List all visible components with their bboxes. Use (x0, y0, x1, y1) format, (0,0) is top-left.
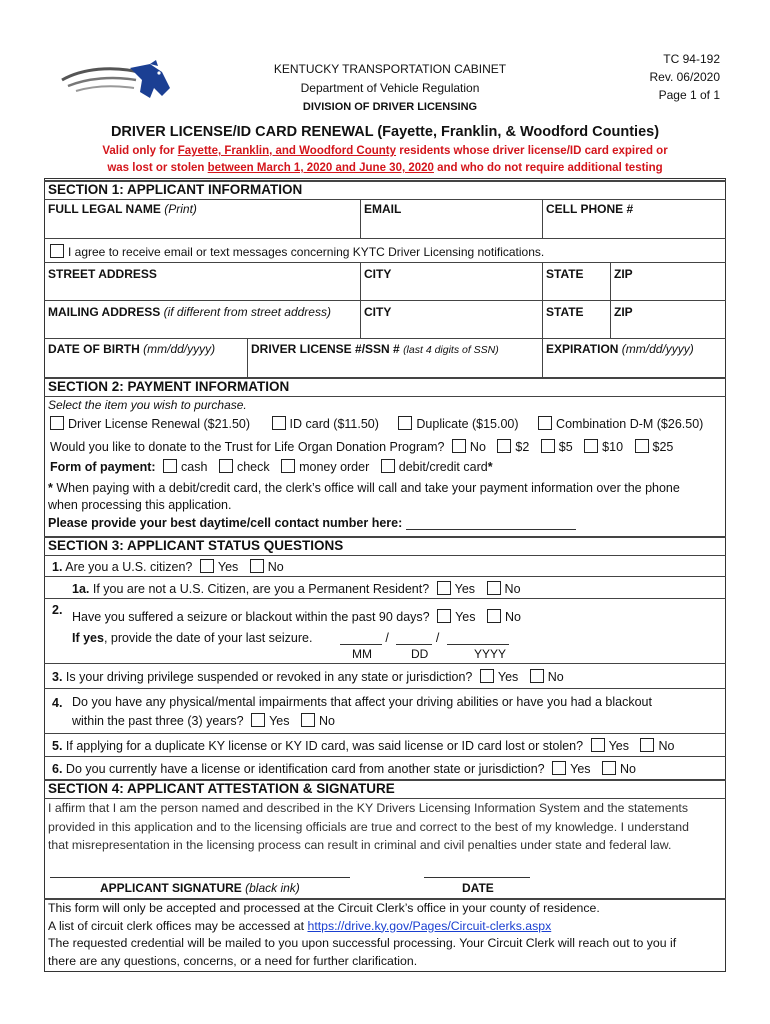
option-combination[interactable]: Combination D-M ($26.50) (538, 417, 703, 431)
email-label: EMAIL (364, 202, 402, 216)
q2-date-row: If yes, provide the date of your last seizure. / / (72, 631, 509, 645)
payment-form-row: Form of payment: cash check money order debit/credit card* (50, 460, 493, 474)
pay-check-checkbox[interactable] (219, 459, 233, 473)
q2-yes-checkbox[interactable] (437, 609, 451, 623)
consent-row: I agree to receive email or text messages concerning KYTC Driver Licensing notifications. (50, 244, 544, 259)
seizure-month-field[interactable] (340, 644, 382, 645)
cell-phone-label: CELL PHONE # (546, 202, 634, 216)
q1-no-checkbox[interactable] (250, 559, 264, 573)
street-address-label: STREET ADDRESS (48, 267, 157, 281)
mailing-state-label: STATE (546, 305, 584, 319)
q3-yes-checkbox[interactable] (480, 669, 494, 683)
q2-row: Have you suffered a seizure or blackout within the past 90 days? Yes No (72, 610, 521, 624)
revision-date: Rev. 06/2020 (649, 70, 720, 84)
division-name: DIVISION OF DRIVER LICENSING (302, 101, 478, 113)
zip-label: ZIP (614, 267, 633, 281)
date-line[interactable] (424, 877, 530, 878)
dob-label: DATE OF BIRTH (mm/dd/yyyy) (48, 342, 216, 356)
q1-row: 1. Are you a U.S. citizen? Yes No (52, 560, 284, 574)
q4-text-a: Do you have any physical/mental impairments that affect your driving abilities or have you had a blackout (72, 695, 652, 709)
department-name: Department of Vehicle Regulation (300, 81, 480, 95)
kytc-logo (58, 58, 176, 104)
pay-card-checkbox[interactable] (381, 459, 395, 473)
q4-no-checkbox[interactable] (301, 713, 315, 727)
card-note: * When paying with a debit/credit card, the clerk’s office will call and take your payment information over the phone when processing this application. (48, 481, 680, 512)
seizure-year-field[interactable] (447, 644, 509, 645)
q6-yes-checkbox[interactable] (552, 761, 566, 775)
contact-number-field[interactable] (406, 529, 576, 530)
q1a-no-checkbox[interactable] (487, 581, 501, 595)
select-instruction: Select the item you wish to purchase. (48, 398, 247, 412)
section1-title: SECTION 1: APPLICANT INFORMATION (48, 182, 303, 197)
option-id-card[interactable]: ID card ($11.50) (272, 417, 379, 431)
dl-ssn-label: DRIVER LICENSE #/SSN # (last 4 digits of SSN) (251, 342, 499, 356)
signature-label: APPLICANT SIGNATURE (black ink) (100, 881, 300, 895)
option-duplicate[interactable]: Duplicate ($15.00) (398, 417, 518, 431)
q3-no-checkbox[interactable] (530, 669, 544, 683)
section2-title: SECTION 2: PAYMENT INFORMATION (48, 379, 290, 394)
donate-no-checkbox[interactable] (452, 439, 466, 453)
option-dl-renewal[interactable]: Driver License Renewal ($21.50) (50, 417, 250, 431)
mailing-city-label: CITY (364, 305, 392, 319)
q4-row: within the past three (3) years? Yes No (72, 714, 335, 728)
q4-yes-checkbox[interactable] (251, 713, 265, 727)
footer-notes: This form will only be accepted and processed at the Circuit Clerk’s office in your county of residence. A list of circuit clerk offices may be accessed at https://drive.ky.gov/Pages/Circuit-clerks.aspx The requested credential will be mailed to you upon successful processing. Your Circuit Clerk will reach out to you if there are any questions, concerns, or a need for further clarification. (48, 901, 677, 968)
pay-cash-checkbox[interactable] (163, 459, 177, 473)
q2-no-checkbox[interactable] (487, 609, 501, 623)
purchase-options (50, 416, 713, 431)
expiration-label: EXPIRATION (mm/dd/yyyy) (546, 342, 694, 356)
state-label: STATE (546, 267, 584, 281)
q6-row: 6. Do you currently have a license or identification card from another state or jurisdiction? Yes No (52, 762, 636, 776)
donate-10-checkbox[interactable] (584, 439, 598, 453)
seizure-day-field[interactable] (396, 644, 432, 645)
pay-money-order-checkbox[interactable] (281, 459, 295, 473)
page-number: Page 1 of 1 (658, 88, 720, 102)
q2-number: 2. (52, 603, 63, 617)
donation-row: Would you like to donate to the Trust for Life Organ Donation Program? No $2 $5 $10 $25 (50, 440, 674, 454)
donate-5-checkbox[interactable] (541, 439, 555, 453)
mm-label: MM (352, 647, 372, 661)
q5-row: 5. If applying for a duplicate KY license or KY ID card, was said license or ID card lost or stolen? Yes No (52, 739, 675, 753)
donate-2-checkbox[interactable] (497, 439, 511, 453)
contact-number-row: Please provide your best daytime/cell contact number here: (48, 516, 576, 530)
donate-25-checkbox[interactable] (635, 439, 649, 453)
q5-yes-checkbox[interactable] (591, 738, 605, 752)
consent-checkbox[interactable] (50, 244, 64, 258)
mailing-address-label: MAILING ADDRESS (if different from street address) (48, 305, 331, 319)
form-number: TC 94-192 (663, 52, 720, 66)
section4-title: SECTION 4: APPLICANT ATTESTATION & SIGNATURE (48, 781, 395, 796)
full-name-label: FULL LEGAL NAME (Print) (48, 202, 197, 216)
q1a-row: 1a. If you are not a U.S. Citizen, are you a Permanent Resident? Yes No (72, 582, 521, 596)
agency-name: KENTUCKY TRANSPORTATION CABINET (273, 62, 507, 76)
city-label: CITY (364, 267, 392, 281)
q4-number: 4. (52, 696, 63, 710)
yyyy-label: YYYY (474, 647, 507, 661)
mailing-zip-label: ZIP (614, 305, 633, 319)
form-title: DRIVER LICENSE/ID CARD RENEWAL (Fayette, Franklin, & Woodford Counties) (110, 124, 660, 140)
q3-row: 3. Is your driving privilege suspended or revoked in any state or jurisdiction? Yes No (52, 670, 564, 684)
q1a-yes-checkbox[interactable] (437, 581, 451, 595)
date-label: DATE (462, 881, 494, 895)
q1-yes-checkbox[interactable] (200, 559, 214, 573)
dd-label: DD (411, 647, 429, 661)
section3-title: SECTION 3: APPLICANT STATUS QUESTIONS (48, 538, 344, 553)
q5-no-checkbox[interactable] (640, 738, 654, 752)
signature-line[interactable] (50, 877, 350, 878)
circuit-clerk-link[interactable]: https://drive.ky.gov/Pages/Circuit-clerks.aspx (307, 918, 552, 933)
donation-question: Would you like to donate to the Trust for Life Organ Donation Program? (50, 440, 445, 454)
form-subtitle: Valid only for Fayette, Franklin, and Woodford County residents whose driver license/ID card expired or was lost or stolen between March 1, 2020 and June 30, 2020 and who do not require additional testing (102, 145, 668, 174)
attestation-text: I affirm that I am the person named and described in the KY Drivers Licensing Information System and the statements provided in this application and to the licensing officials are true and correct to the best of my knowledge. I understand that misrepresentation in the licensing process can result in criminal and civil penalties under state and federal law. (48, 801, 689, 852)
q6-no-checkbox[interactable] (602, 761, 616, 775)
